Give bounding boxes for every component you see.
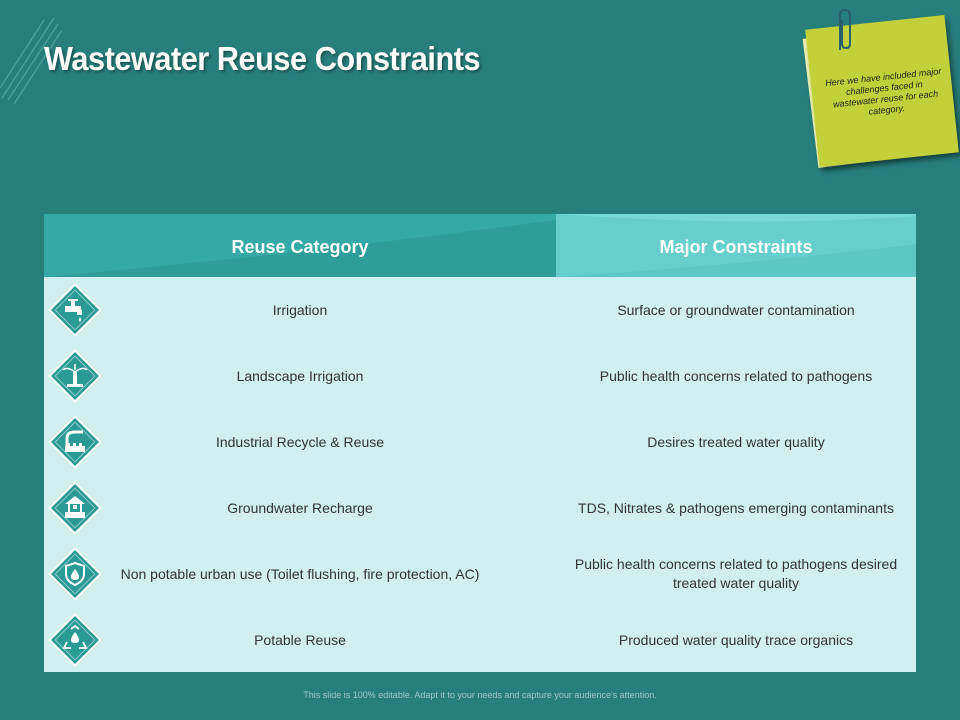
constraint-cell: Public health concerns related to pathogens: [599, 367, 873, 384]
category-cell: Landscape Irrigation: [236, 368, 364, 384]
table-row: [44, 409, 916, 475]
table-row: [44, 277, 916, 343]
header-constraints: [556, 214, 916, 277]
table-row: [44, 343, 916, 409]
header-category-label: Reuse Category: [231, 237, 369, 257]
sticky-note-text: Here we have included major challenges faced in wastewater reuse for each category.: [824, 66, 942, 117]
header-category: [44, 214, 556, 277]
page-title: Wastewater Reuse Constraints: [44, 40, 481, 77]
footer-note: This slide is 100% editable. Adapt it to your needs and capture your audience's attention.: [303, 690, 657, 700]
constraint-cell: Produced water quality trace organics: [618, 631, 854, 648]
constraint-cell: Surface or groundwater contamination: [617, 301, 855, 318]
water-well-icon: [47, 480, 103, 536]
table-header: [44, 214, 916, 277]
category-cell: Industrial Recycle & Reuse: [215, 434, 385, 450]
constraint-cell: TDS, Nitrates & pathogens emerging contaminants: [578, 499, 894, 516]
constraints-table: [44, 214, 916, 672]
sprinkler-icon: [47, 348, 103, 404]
category-cell: Irrigation: [272, 302, 328, 318]
paperclip-icon: [830, 6, 860, 56]
table-row: [44, 541, 916, 607]
factory-pipe-icon: [47, 414, 103, 470]
category-cell: Potable Reuse: [254, 632, 346, 648]
constraint-cell: Desires treated water quality: [647, 433, 825, 450]
table-row: [44, 475, 916, 541]
header-constraints-label: Major Constraints: [659, 237, 813, 257]
constraint-cell: Public health concerns related to pathogens desired treated water quality: [574, 556, 898, 591]
category-cell: Non potable urban use (Toilet flushing, fire protection, AC): [120, 566, 480, 582]
water-tap-icon: [47, 282, 103, 338]
sticky-note: [800, 10, 960, 170]
category-cell: Groundwater Recharge: [227, 500, 373, 516]
recycle-drop-icon: [47, 612, 103, 668]
table-row: [44, 607, 916, 673]
shield-drop-icon: [47, 546, 103, 602]
